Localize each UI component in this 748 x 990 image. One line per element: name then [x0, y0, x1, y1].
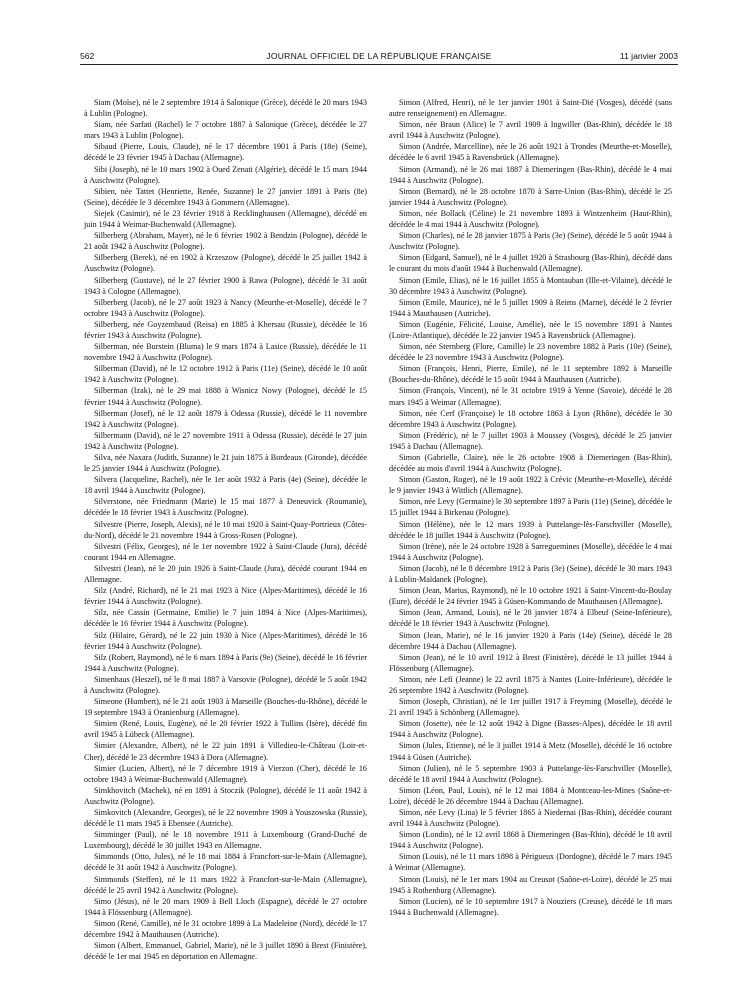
- entry: Simier (Alexandre, Albert), né le 22 juin 1891 à Villedieu-le-Château (Loir-et-Cher), décédé le 23 décembre 1943 à Dora (Allemagne).: [84, 741, 367, 762]
- entry: Silz (Robert, Raymond), né le 6 mars 1894 à Paris (9e) (Seine), décédé le 16 février 1944 à Auschwitz (Pologne).: [84, 652, 367, 673]
- entry: Simon (Jacob), né le 8 décembre 1912 à Paris (3e) (Seine), décédé le 30 mars 1943 à Lublin-Maïdanek (Pologne).: [389, 563, 672, 585]
- entry: Simon (Emile, Maurice), né le 5 juillet 1909 à Reims (Marne), décédé le 2 février 1944 à Mauthausen (Autriche).: [389, 297, 672, 318]
- entry: Simon (Joseph, Christian), né le 1er juillet 1917 à Freyming (Moselle), décédé le 21 avril 1945 à Schönberg (Allemagne).: [389, 697, 672, 718]
- entry: Silberman, née Burstein (Bluma) le 9 mars 1874 à Lasice (Russie), décédée le 11 novembre 1942 à Auschwitz (Pologne).: [84, 342, 367, 363]
- entry: Silberberg (Berek), né en 1902 à Krzeszow (Pologne), décédé le 25 juillet 1942 à Auschwitz (Pologne).: [84, 253, 367, 274]
- entry: Simon (Frédéric), né le 7 juillet 1903 à Moussey (Vosges), décédé le 25 janvier 1945 à Dachau (Allemagne).: [389, 430, 672, 451]
- entry: Siam (Moïse), né le 2 septembre 1914 à Salonique (Grèce), décédé le 20 mars 1943 à Lublin (Pologne).: [84, 98, 367, 119]
- entry: Simon (Jean), né le 10 avril 1912 à Brest (Finistère), décédé le 13 juillet 1944 à Flössenburg (Allemagne).: [389, 652, 672, 673]
- entry: Simkovitch (Alexandre, Georges), né le 22 novembre 1909 à Youszowska (Russie), décédé le 11 mars 1945 à Ebensee (Autriche).: [84, 808, 367, 829]
- entry: Siam, née Sarfati (Rachel) le 7 octobre 1887 à Salonique (Grèce), décédée le 27 mars 1943 à Lublin (Pologne).: [84, 120, 367, 141]
- entry: Simon (Hélène), née le 12 mars 1939 à Puttelange-lès-Farschviller (Moselle), décédée le 18 juillet 1944 à Auschwitz (Pologne).: [389, 519, 672, 540]
- entry: Simien (René, Louis, Eugène), né le 20 février 1922 à Tullins (Isère), décédé fin avril 1945 à Lübeck (Allemagne).: [84, 719, 367, 740]
- entry: Simmonds (Otto, Jules), né le 18 mai 1884 à Francfort-sur-le-Main (Allemagne), décédé le 31 août 1942 à Auschwitz (Pologne).: [84, 852, 367, 873]
- entry: Simon (Jean, Armand, Louis), né le 28 janvier 1874 à Elbeuf (Seine-Inférieure), décédé le 18 février 1943 à Auschwitz (Pologne).: [389, 608, 672, 629]
- entry: Simon (René, Camille), né le 31 octobre 1899 à La Madeleine (Nord), décédé le 17 décembre 1942 à Mauthausen (Autriche).: [84, 918, 367, 940]
- entry: Simon (Charles), né le 28 janvier 1875 à Paris (3e) (Seine), décédé le 5 août 1944 à Auschwitz (Pologne).: [389, 231, 672, 252]
- entry: Simminger (Paul), né le 18 novembre 1911 à Luxembourg (Grand-Duché de Luxembourg), décédé le 30 juillet 1943 en Allemagne.: [84, 830, 367, 851]
- entry: Simon (François, Henri, Pierre, Emile), né le 11 septembre 1892 à Marseille (Bouches-du-Rhône), décédé le 15 août 1944 à Mauthausen (Autriche).: [389, 364, 672, 385]
- header-rule: [80, 64, 678, 65]
- entry: Simon, née Levy (Lina) le 5 février 1865 à Niedernai (Bas-Rhin), décédée courant avril 1944 à Auschwitz (Pologne).: [389, 808, 672, 829]
- entry: Silberman (David), né le 12 octobre 1912 à Paris (11e) (Seine), décédé le 10 août 1942 à Auschwitz (Pologne).: [84, 364, 367, 385]
- entry: Simon, née Bollack (Céline) le 21 novembre 1893 à Wintzenheim (Haut-Rhin), décédée le 4 mai 1944 à Auschwitz (Pologne).: [389, 208, 672, 230]
- entry: Simon (Léon, Paul, Louis), né le 12 mai 1884 à Montceau-les-Mines (Saône-et-Loire), décédé le 26 décembre 1944 à Dachau (Allemagne).: [389, 785, 672, 806]
- entry: Simkhovitch (Machek), né en 1891 à Stoczik (Pologne), décédé le 11 août 1942 à Auschwitz (Pologne).: [84, 785, 367, 806]
- entry: Simon (Albert, Emmanuel, Gabriel, Marie), né le 3 juillet 1890 à Brest (Finistère), décédé le 1er mai 1945 en déportation en Allemagne.: [84, 941, 367, 962]
- entry: Simenhaus (Heszel), né le 8 mai 1887 à Varsovie (Pologne), décédé le 5 août 1942 à Auschwitz (Pologne).: [84, 674, 367, 695]
- entry: Silberman (Izak), né le 29 mai 1888 à Wisnicz Nowy (Pologne), décédé le 15 février 1944 à Auschwitz (Pologne).: [84, 386, 367, 407]
- entry: Silz (André, Richard), né le 21 mai 1923 à Nice (Alpes-Maritimes), décédé le 16 février 1944 à Auschwitz (Pologne).: [84, 586, 367, 607]
- entry: Simon, née Levy (Germaine) le 30 septembre 1897 à Paris (11e) (Seine), décédée le 15 juillet 1944 à Birkenau (Pologne).: [389, 497, 672, 518]
- entry: Silvera (Jacqueline, Rachel), née le 1er août 1932 à Paris (4e) (Seine), décédée le 18 avril 1944 à Auschwitz (Pologne).: [84, 475, 367, 496]
- entry: Silvestri (Félix, Georges), né le 1er novembre 1922 à Saint-Claude (Jura), décédé courant 1944 en Allemagne.: [84, 541, 367, 562]
- entry: Simon (Gaston, Roger), né le 19 août 1922 à Crévic (Meurthe-et-Moselle), décédé le 9 janvier 1943 à Wittlich (Allemagne).: [389, 475, 672, 496]
- entry: Simon (Edgard, Samuel), né le 4 juillet 1920 à Strasbourg (Bas-Rhin), décédé dans le courant du mois d'août 1944 à Buchenwald (Allemagne).: [389, 253, 672, 274]
- entry: Silz (Hilaire, Gérard), né le 22 juin 1930 à Nice (Alpes-Maritimes), décédé le 16 février 1944 à Auschwitz (Pologne).: [84, 630, 367, 651]
- entry: Simon (Londin), né le 12 avril 1868 à Diemeringen (Bas-Rhin), décédé le 18 avril 1944 à Auschwitz (Pologne).: [389, 830, 672, 851]
- entry: Simon (Jules, Etienne), né le 3 juillet 1914 à Metz (Moselle), décédé le 16 octobre 1944 à Güsen (Autriche).: [389, 741, 672, 762]
- entry: Simon (Lucien), né le 10 septembre 1917 à Nouziers (Creuse), décédé le 18 mars 1944 à Buchenwald (Allemagne).: [389, 896, 672, 917]
- entry: Sibaud (Pierre, Louis, Claude), né le 17 décembre 1901 à Paris (18e) (Seine), décédé le 23 février 1945 à Dachau (Allemagne).: [84, 142, 367, 163]
- entry: Silberberg (Abraham, Mayer), né le 6 février 1902 à Bendzin (Pologne), décédé le 21 août 1942 à Auschwitz (Pologne).: [84, 231, 367, 252]
- entry: Siejek (Casimir), né le 23 février 1918 à Recklinghausen (Allemagne), décédé en juin 1944 à Weimar-Buchenwald (Allemagne).: [84, 208, 367, 230]
- entry: Simon, née Braun (Alice) le 7 avril 1909 à Ingwiller (Bas-Rhin), décédée le 18 avril 1944 à Auschwitz (Pologne).: [389, 120, 672, 141]
- entry: Simon, née Lefi (Jeanne) le 22 avril 1875 à Nantes (Loire-Inférieure), décédée le 26 septembre 1942 à Auschwitz (Pologne).: [389, 674, 672, 695]
- entry: Simon (Josette), née le 12 août 1942 à Digne (Basses-Alpes), décédée le 18 avril 1944 à Auschwitz (Pologne).: [389, 719, 672, 740]
- entry: Simon, née Sternberg (Flore, Camille) le 23 novembre 1882 à Paris (10e) (Seine), décédée le 23 novembre 1943 à Auschwitz (Pologne).: [389, 342, 672, 363]
- entry: Silverstone, née Friedmann (Marie) le 15 mai 1877 à Deneuvick (Roumanie), décédée le 18 février 1943 à Auschwitz (Pologne).: [84, 497, 367, 518]
- entry: Silberberg (Gustave), né le 27 février 1900 à Rawa (Pologne), décédé le 31 août 1943 à Cologne (Allemagne).: [84, 275, 367, 296]
- entry: Simon (Armand), né le 26 mai 1887 à Diemeringen (Bas-Rhin), décédé le 4 mai 1944 à Auschwitz (Pologne).: [389, 164, 672, 185]
- entry: Simon (Jean, Marius, Raymond), né le 10 octobre 1921 à Saint-Vincent-du-Boulay (Eure), décédé le 24 février 1945 à Güsen-Kommando de Mauthausen (Allemagne).: [389, 586, 672, 607]
- entry: Silz, née Cassin (Germaine, Emilie) le 7 juin 1894 à Nice (Alpes-Maritimes), décédée le 16 février 1944 à Auschwitz (Pologne).: [84, 608, 367, 629]
- entry: Simon (François, Vincent), né le 31 octobre 1919 à Yenne (Savoie), décédé le 28 mars 1945 à Weimar (Allemagne).: [389, 386, 672, 407]
- entry: Silva, née Naxara (Judith, Suzanne) le 21 juin 1875 à Bordeaux (Gironde), décédée le 25 janvier 1944 à Auschwitz (Pologne).: [84, 453, 367, 474]
- entry: Silberberg, née Goyzembaud (Reisa) en 1885 à Khersau (Russie), décédée le 16 février 1943 à Auschwitz (Pologne).: [84, 319, 367, 340]
- entry: Simon (Gabrielle, Claire), née le 26 octobre 1908 à Diemeringen (Bas-Rhin), décédée au mois d'avril 1944 à Auschwitz (Pologne).: [389, 453, 672, 474]
- entry: Simon (Emile, Elias), né le 16 juillet 1855 à Montauban (Ille-et-Vilaine), décédé le 30 décembre 1943 à Auschwitz (Pologne).: [389, 275, 672, 296]
- right-column: [389, 97, 672, 918]
- entry: Sibien, née Tattet (Henriette, Renée, Suzanne) le 27 janvier 1891 à Paris (8e) (Seine), décédée le 3 décembre 1943 à Gommern (Allemagne).: [84, 186, 367, 207]
- entry: Simon (Louis), né le 1er mars 1904 au Creusot (Saône-et-Loire), décédé le 25 mai 1945 à Rothenburg (Allemagne).: [389, 874, 672, 895]
- entry: Simon (Eugénie, Félicité, Louise, Amélie), née le 15 novembre 1891 à Nantes (Loire-Atlantique), décédée le 22 janvier 1945 à Ravensbrück (Allemagne).: [389, 319, 672, 340]
- entry: Simon, née Cerf (Françoise) le 18 octobre 1863 à Lyon (Rhône), décédée le 30 décembre 1943 à Auschwitz (Pologne).: [389, 408, 672, 429]
- entry: Simo (Jésus), né le 20 mars 1909 à Bell Lloch (Espagne), décédé le 27 octobre 1944 à Flössenburg (Allemagne).: [84, 896, 367, 917]
- journal-title: JOURNAL OFFICIEL DE LA RÉPUBLIQUE FRANÇAISE: [266, 51, 492, 61]
- entry: Simon (Julien), né le 5 septembre 1903 à Puttelange-lès-Farschviller (Moselle), décédé le 18 avril 1944 à Auschwitz (Pologne).: [389, 763, 672, 784]
- entry: Sibi (Joseph), né le 10 mars 1902 à Oued Zenati (Algérie), décédé le 15 mars 1944 à Auschwitz (Pologne).: [84, 164, 367, 185]
- entry: Simon (Louis), né le 11 mars 1898 à Périgueux (Dordogne), décédé le 7 mars 1945 à Weimar (Allemagne).: [389, 852, 672, 873]
- entry: Simon (Andrée, Marcelline), née le 26 août 1921 à Trondes (Meurthe-et-Moselle), décédée le 6 avril 1945 à Ravensbrück (Allemagne).: [389, 142, 672, 163]
- entry: Simeone (Humbert), né le 21 août 1903 à Marseille (Bouches-du-Rhône), décédé le 19 septembre 1943 à Oranienburg (Allemagne).: [84, 697, 367, 718]
- page-number: 562: [80, 51, 95, 61]
- entry: Simon (Bernard), né le 28 octobre 1870 à Sarre-Union (Bas-Rhin), décédé le 25 janvier 1944 à Auschwitz (Pologne).: [389, 186, 672, 207]
- entry: Simon (Jean, Marie), né le 16 janvier 1920 à Paris (14e) (Seine), décédé le 28 décembre 1944 à Dachau (Allemagne).: [389, 630, 672, 651]
- entry: Simon (Alfred, Henri), né le 1er janvier 1901 à Saint-Dié (Vosges), décédé (sans autre renseignement) en Allemagne.: [389, 98, 672, 119]
- issue-date: 11 janvier 2003: [619, 51, 678, 61]
- entry: Silvestre (Pierre, Joseph, Alexis), né le 10 mai 1920 à Saint-Quay-Portrieux (Côtes-du-Nord), décédé le 21 novembre 1944 à Gross-Rosen (Pologne).: [84, 519, 367, 540]
- entry: Silvestri (Jean), né le 20 juin 1926 à Saint-Claude (Jura), décédé courant 1944 en Allemagne.: [84, 563, 367, 585]
- left-column: [84, 97, 367, 962]
- entry: Silberberg (Jacob), né le 27 août 1923 à Nancy (Meurthe-et-Moselle), décédé le 7 octobre 1943 à Auschwitz (Pologne).: [84, 297, 367, 318]
- entry: Simon (Irène), née le 24 octobre 1928 à Sarreguemines (Moselle), décédée le 4 mai 1944 à Auschwitz (Pologne).: [389, 541, 672, 562]
- page-header: [80, 51, 678, 65]
- entry: Simmonds (Steffen), né le 11 mars 1922 à Francfort-sur-le-Main (Allemagne), décédé le 25 avril 1942 à Auschwitz (Pologne).: [84, 874, 367, 895]
- entry: Simier (Lucien, Albert), né le 7 décembre 1919 à Vierzon (Cher), décédé le 16 octobre 1943 à Weimar-Buchenwald (Allemagne).: [84, 763, 367, 784]
- entry: Silberman (Josef), né le 12 août 1879 à Odessa (Russie), décédé le 11 novembre 1942 à Auschwitz (Pologne).: [84, 408, 367, 429]
- entry: Silbermann (David), né le 27 novembre 1911 à Odessa (Russie), décédé le 27 juin 1942 à Auschwitz (Pologne).: [84, 430, 367, 451]
